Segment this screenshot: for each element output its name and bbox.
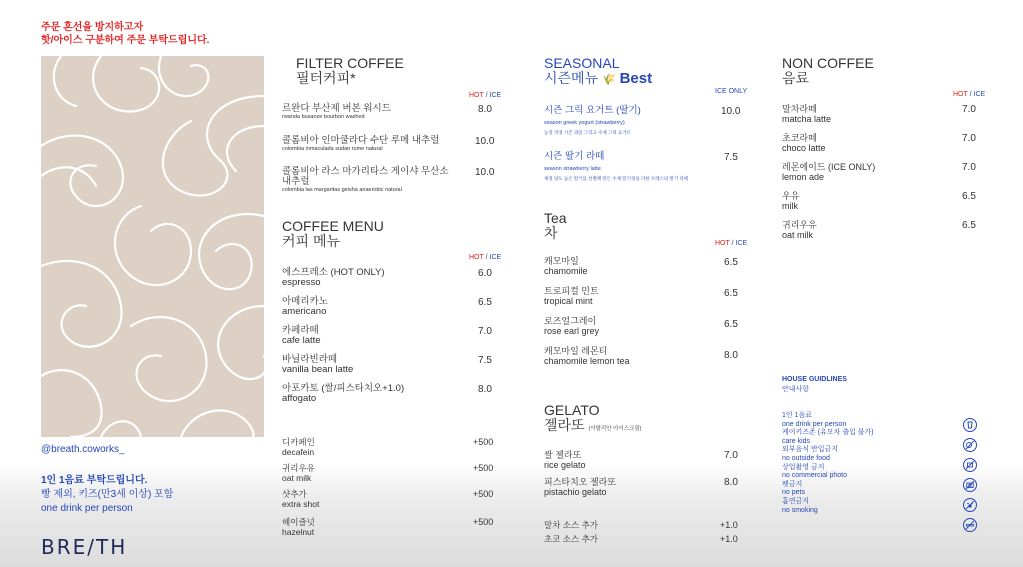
item-price: 8.0 xyxy=(478,104,492,115)
no-stroller-icon xyxy=(963,438,977,452)
ice-label: ICE xyxy=(489,92,502,99)
cup-icon xyxy=(963,418,977,432)
extra-option[interactable] xyxy=(544,534,598,544)
hot-ice-separator: / xyxy=(483,92,490,99)
item-name-en: americano xyxy=(282,306,327,317)
guideline-line: 외부음식 반입금지 xyxy=(782,446,839,454)
item-price: 6.5 xyxy=(724,319,738,330)
extra-price: +500 xyxy=(473,463,494,473)
item-name: 로즈얼그레이 xyxy=(544,316,597,326)
item-name: 콜롬비아 라스 마가리타스 게이샤 무산소 내추럴 xyxy=(282,166,449,187)
item-price: 6.5 xyxy=(962,220,976,231)
no-camera-icon xyxy=(963,478,977,492)
no-outside-food-icon xyxy=(963,458,977,472)
item-name: 초코라떼 xyxy=(782,133,817,143)
item-price: 10.0 xyxy=(475,136,495,147)
menu-item[interactable] xyxy=(544,316,599,336)
item-name: 트로피컬 민트 xyxy=(544,286,599,296)
seasonal-title xyxy=(544,56,652,88)
item-price: 6.5 xyxy=(962,191,976,202)
tea-hot-ice-header xyxy=(715,240,747,247)
instagram-handle[interactable]: @breath.coworks_ xyxy=(41,444,125,455)
extra-name: 귀리우유 xyxy=(282,463,315,473)
menu-item[interactable] xyxy=(782,191,799,211)
house-guidelines-title xyxy=(782,375,847,395)
item-name: 시즌 딸기 라떼 xyxy=(544,151,605,162)
item-price: 10.0 xyxy=(475,167,495,178)
item-name: 르완다 부산제 버본 워시드 xyxy=(282,103,391,114)
policy-line-2: 빵 제외, 키즈(만3세 이상) 포함 xyxy=(41,489,174,500)
item-name-en: chamomile xyxy=(544,266,588,276)
filter-title-ko: 필터커피* xyxy=(296,70,356,86)
item-name: 콜롬비아 인마쿨라다 수단 루메 내추럴 xyxy=(282,135,440,146)
item-name-en: rose earl grey xyxy=(544,326,600,336)
extra-name-en: hazelnut xyxy=(282,527,315,537)
item-name-en: pistachio gelato xyxy=(544,487,607,497)
extra-name: 헤이즐넛 xyxy=(282,517,315,527)
item-name-en: season strawberry latte xyxy=(544,166,601,172)
menu-item[interactable] xyxy=(544,256,588,276)
item-name: 귀리우유 xyxy=(782,220,817,230)
extra-name-en: extra shot xyxy=(282,499,320,509)
item-name-en: affogato xyxy=(282,393,317,404)
hot-ice-separator: / xyxy=(729,240,736,247)
item-name-en: vanilla bean latte xyxy=(282,364,354,375)
item-name-en: cafe latte xyxy=(282,335,321,346)
item-price: 6.5 xyxy=(478,297,492,308)
guideline-line: 상업촬영 금지 xyxy=(782,463,825,471)
item-name: 말차라떼 xyxy=(782,104,817,114)
ice-label: ICE xyxy=(489,254,502,261)
item-name-en: matcha latte xyxy=(782,114,832,124)
menu-item[interactable] xyxy=(282,167,472,194)
item-name-en: rwanda busanze bourbon washed xyxy=(282,114,365,120)
noncoffee-title-en: NON COFFEE xyxy=(782,55,874,71)
extra-price: +500 xyxy=(473,517,494,527)
extra-name-en: oat milk xyxy=(282,473,312,483)
menu-item[interactable] xyxy=(282,297,328,317)
menu-item[interactable] xyxy=(782,220,817,240)
extra-name: 샷추가 xyxy=(282,489,307,499)
extra-option[interactable] xyxy=(282,437,315,457)
hot-ice-separator: / xyxy=(483,254,490,261)
item-name: 레몬에이드 (ICE ONLY) xyxy=(782,162,876,172)
gelato-title-en: GELATO xyxy=(544,402,600,418)
item-price: 7.5 xyxy=(478,355,492,366)
item-name-en: chamomile lemon tea xyxy=(544,356,630,366)
item-name-en: tropical mint xyxy=(544,296,593,306)
ice-label: ICE xyxy=(735,240,748,247)
wave-artwork xyxy=(41,56,264,437)
brand-logo: BRE/TH xyxy=(41,535,128,559)
hot-label: HOT xyxy=(715,240,730,247)
item-price: 7.0 xyxy=(962,133,976,144)
menu-item[interactable] xyxy=(282,268,385,288)
item-name: 아메리카노 xyxy=(282,296,328,307)
extra-option[interactable] xyxy=(544,520,598,530)
wheat-icon: 🌾 xyxy=(602,74,616,86)
item-name: 아포카토 (쌀/피스타치오+1.0) xyxy=(282,383,405,394)
no-smoking-icon xyxy=(963,518,977,532)
item-price: 7.0 xyxy=(962,104,976,115)
item-name: 우유 xyxy=(782,191,800,201)
best-badge: Best xyxy=(619,70,653,87)
guideline-line: no pets xyxy=(782,489,805,497)
menu-item[interactable] xyxy=(282,355,353,375)
item-name-en: espresso xyxy=(282,277,321,288)
item-name: 캐모마일 xyxy=(544,256,579,266)
order-notice xyxy=(41,21,209,47)
item-name-en: rice gelato xyxy=(544,460,586,470)
seasonal-title-ko: 시즌메뉴 xyxy=(544,70,599,86)
menu-item[interactable] xyxy=(544,450,586,470)
menu-item[interactable] xyxy=(544,346,630,366)
tea-title-en: Tea xyxy=(544,210,567,226)
item-price: 6.5 xyxy=(724,288,738,299)
item-name-en: colombia inmaculada sudan rume natural xyxy=(282,146,383,152)
menu-item[interactable] xyxy=(544,286,599,306)
menu-item[interactable] xyxy=(544,152,744,182)
hot-label: HOT xyxy=(953,91,968,98)
item-description: 농장 직영 시즌 과일 그리고 수제 그릭 요거트 xyxy=(544,130,631,135)
item-price: 8.0 xyxy=(478,384,492,395)
guideline-line: no commercial photo xyxy=(782,472,847,480)
extra-name: 디카페인 xyxy=(282,437,315,447)
coffee-hot-ice-header xyxy=(469,254,501,261)
order-notice-line-1: 주문 혼선을 방지하고자 xyxy=(41,22,144,33)
menu-item[interactable] xyxy=(544,106,734,136)
gelato-title-ko: 젤라또 xyxy=(544,417,585,433)
non-coffee-title xyxy=(782,56,874,86)
item-name: 피스타치오 젤라또 xyxy=(544,477,617,487)
item-price: 7.5 xyxy=(724,152,738,163)
guideline-line: no smoking xyxy=(782,506,818,514)
gelato-title xyxy=(544,403,641,437)
guideline-line: one drink per person xyxy=(782,420,847,428)
noncoffee-hot-ice-header xyxy=(953,91,985,98)
guideline-line: no outside food xyxy=(782,454,830,462)
policy-line-1: 1인 1음료 부탁드립니다. xyxy=(41,475,148,486)
item-name-en: season greek yogurt (strawberry) xyxy=(544,120,625,126)
extra-price: +1.0 xyxy=(720,534,738,544)
policy-line-3: one drink per person xyxy=(41,503,133,514)
item-name-en: oat milk xyxy=(782,230,814,240)
item-name: 캐모마일 레몬티 xyxy=(544,346,608,356)
item-name-en: colombia las margaritas geisha anaerobic natural xyxy=(282,187,402,193)
item-name: 에스프레소 (HOT ONLY) xyxy=(282,267,385,278)
item-name-en: milk xyxy=(782,201,798,211)
menu-item[interactable] xyxy=(282,136,472,153)
item-price: 6.5 xyxy=(724,257,738,268)
guideline-line: 1인 1음료 xyxy=(782,412,813,419)
gelato-title-note: (이탈리안 아이스크림) xyxy=(588,426,642,432)
extra-price: +1.0 xyxy=(720,520,738,530)
guidelines-title-en: HOUSE GUIDLINES xyxy=(782,376,847,383)
item-name-en: lemon ade xyxy=(782,172,825,182)
item-name: 쌀 젤라또 xyxy=(544,450,582,460)
guidelines-title-ko: 안내사항 xyxy=(782,386,810,393)
coffee-menu-title xyxy=(282,219,384,249)
extra-name: 초코 소스 추가 xyxy=(544,534,598,544)
item-name: 바닐라빈라떼 xyxy=(282,354,338,365)
item-name: 카페라떼 xyxy=(282,325,319,336)
item-price: 7.0 xyxy=(962,162,976,173)
extra-price: +500 xyxy=(473,437,494,447)
extra-option[interactable] xyxy=(282,463,315,483)
extra-option[interactable] xyxy=(282,517,315,537)
item-price: 8.0 xyxy=(724,477,738,488)
hot-ice-separator: / xyxy=(967,91,974,98)
hot-label: HOT xyxy=(469,92,484,99)
menu-item[interactable] xyxy=(782,162,875,182)
guideline-line: care kids xyxy=(782,437,811,445)
item-price: 7.0 xyxy=(478,326,492,337)
extra-name-en: decafein xyxy=(282,447,315,457)
left-policy-note xyxy=(41,474,173,516)
filter-coffee-title xyxy=(296,56,404,86)
menu-item[interactable] xyxy=(782,133,826,153)
no-pets-icon xyxy=(963,498,977,512)
coffee-title-en: COFFEE MENU xyxy=(282,218,384,234)
coffee-title-ko: 커피 메뉴 xyxy=(282,233,340,249)
menu-item[interactable] xyxy=(782,104,831,124)
tea-title-ko: 차 xyxy=(544,225,558,241)
menu-item[interactable] xyxy=(282,104,472,121)
guideline-line: 흡연금지 xyxy=(782,497,810,505)
noncoffee-title-ko: 음료 xyxy=(782,70,810,86)
order-notice-line-2: 핫/아이스 구분하여 주문 부탁드립니다. xyxy=(41,35,210,46)
guidelines-list xyxy=(782,412,874,515)
tea-title xyxy=(544,211,567,241)
item-price: 10.0 xyxy=(721,106,741,117)
seasonal-title-en: SEASONAL xyxy=(544,55,620,71)
ice-only-header: ICE ONLY xyxy=(715,88,748,95)
item-price: 8.0 xyxy=(724,350,738,361)
hot-label: HOT xyxy=(469,254,484,261)
extra-price: +500 xyxy=(473,489,494,499)
guideline-line: 펫금지 xyxy=(782,480,803,488)
menu-item[interactable] xyxy=(544,477,616,497)
item-price: 6.0 xyxy=(478,268,492,279)
extra-name: 말차 소스 추가 xyxy=(544,520,598,530)
menu-item[interactable] xyxy=(282,384,404,404)
filter-hot-ice-header xyxy=(469,92,501,99)
item-description: 제철 당도 높은 딸기를 선별해 만든 수제 딸기청을 더한 브레스의 딸기 라떼 xyxy=(544,176,689,181)
menu-item[interactable] xyxy=(282,326,321,346)
guideline-line: 케어키즈존 (유모차 출입 불가) xyxy=(782,429,874,437)
filter-title-en: FILTER COFFEE xyxy=(296,55,404,71)
ice-label: ICE xyxy=(973,91,986,98)
extra-option[interactable] xyxy=(282,489,319,509)
item-name: 시즌 그릭 요거트 (딸기) xyxy=(544,105,641,116)
item-price: 7.0 xyxy=(724,450,738,461)
item-name-en: choco latte xyxy=(782,143,826,153)
